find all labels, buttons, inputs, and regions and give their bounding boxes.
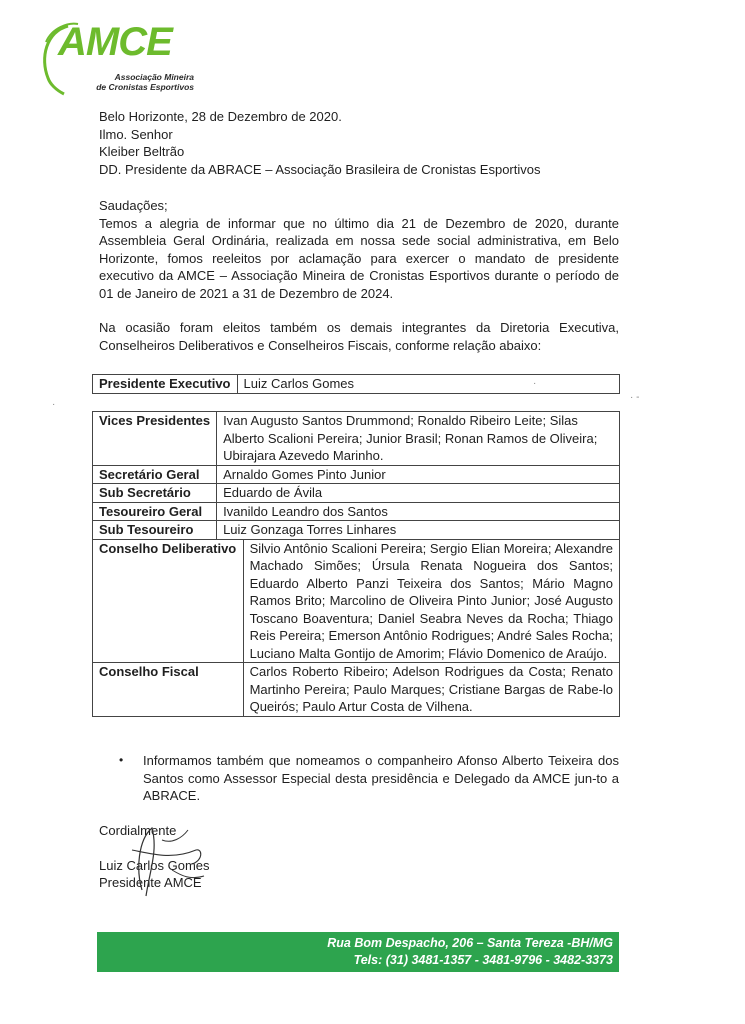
board-label: Tesoureiro Geral [93, 502, 217, 521]
date-line: Belo Horizonte, 28 de Dezembro de 2020. [99, 109, 342, 124]
table-row [93, 539, 620, 663]
table-row [93, 502, 620, 521]
table-row [93, 663, 620, 717]
board-label: Conselho Fiscal [93, 663, 244, 717]
logo-subtitle [74, 72, 194, 92]
footer-phones: Tels: (31) 3481-1357 - 3481-9796 - 3482-3373 [353, 953, 613, 967]
board-label: Secretário Geral [93, 465, 217, 484]
president-value: Luiz Carlos Gomes [237, 375, 620, 394]
board-value: Silvio Antônio Scalioni Pereira; Sergio Elian Moreira; Alexandre Machado Simões; Úrsula Renata Nogueira dos Santos; Eduardo Alberto Panzi Teixeira dos Santos; Mário Magno Ramos Brito; Marcolino de Oliveira Pinto Junior; José Augusto Toscano Boaventura; Daniel Seabra Neves da Rocha; Thiago Reis Pereira; Emerson Antônio Rodrigues; André Sales Rocha; Luciano Malta Gontijo de Amorim; Flávio Domenico de Araújo. [243, 539, 619, 663]
logo-wordmark: AMCE [58, 20, 172, 64]
board-value: Luiz Gonzaga Torres Linhares [217, 521, 620, 540]
body-paragraph-1: Temos a alegria de informar que no último dia 21 de Dezembro de 2020, durante Assembleia Geral Ordinária, realizada em nossa sede social administrativa, em Belo Horizonte, fomos reeleitos por aclamação para exercer o mandato de presidente executivo da AMCE – Associação Mineira de Cronistas Esportivos durante o período de 01 de Janeiro de 2021 a 31 de Dezembro de 2024. [99, 215, 619, 301]
salutation: Ilmo. Senhor [99, 126, 173, 142]
board-value: Arnaldo Gomes Pinto Junior [217, 465, 620, 484]
letter-header [99, 108, 619, 178]
board-label: Sub Secretário [93, 484, 217, 503]
logo-subtitle-line-1: Associação Mineira [114, 72, 194, 82]
board-value: Ivan Augusto Santos Drummond; Ronaldo Ribeiro Leite; Silas Alberto Scalioni Pereira; Junior Brasil; Ronan Ramos de Oliveira; Ubirajara Azevedo Marinho. [217, 412, 620, 466]
signature-scribble [112, 820, 222, 900]
amce-logo [38, 18, 194, 98]
body-paragraph-2: Na ocasião foram eleitos também os demais integrantes da Diretoria Executiva, Conselheiros Deliberativos e Conselheiros Fiscais, conforme relação abaixo: [99, 320, 619, 353]
board-table [92, 411, 620, 717]
bullet-icon: • [119, 753, 124, 767]
table-row [93, 375, 620, 394]
table-row [93, 521, 620, 540]
valediction: Cordialmente [99, 823, 177, 838]
recipient-title: DD. Presidente da ABRACE – Associação Brasileira de Cronistas Esportivos [99, 161, 541, 177]
board-label: Conselho Deliberativo [93, 539, 244, 663]
recipient-name: Kleiber Beltrão [99, 144, 185, 159]
footer-address: Rua Bom Despacho, 206 – Santa Tereza -BH/MG [327, 936, 613, 950]
table-row [93, 465, 620, 484]
president-label: Presidente Executivo [93, 375, 238, 394]
logo-subtitle-line-2: de Cronistas Esportivos [96, 82, 194, 92]
footer-bar [97, 932, 619, 972]
board-label: Vices Presidentes [93, 412, 217, 466]
board-label: Sub Tesoureiro [93, 521, 217, 540]
board-value: Ivanildo Leandro dos Santos [217, 502, 620, 521]
scan-speck: · [533, 378, 537, 389]
scan-speck: · [52, 399, 56, 410]
signer-title: Presidente AMCE [99, 875, 202, 890]
president-table [92, 374, 620, 394]
board-value: Eduardo de Ávila [217, 484, 620, 503]
signer-name: Luiz Carlos Gomes [99, 857, 210, 873]
scan-speck: · - [630, 392, 640, 403]
greeting: Saudações; [99, 198, 168, 213]
board-value: Carlos Roberto Ribeiro; Adelson Rodrigues da Costa; Renato Martinho Pereira; Paulo Marques; Cristiane Bargas de Rabe-lo Queirós; Paulo Artur Costa de Vilhena. [243, 663, 619, 717]
bullet-note: Informamos também que nomeamos o companheiro Afonso Alberto Teixeira dos Santos como Assessor Especial desta presidência e Delegado da AMCE jun-to a ABRACE. [143, 753, 619, 803]
letter-body [99, 197, 619, 354]
table-row [93, 412, 620, 466]
table-row [93, 484, 620, 503]
